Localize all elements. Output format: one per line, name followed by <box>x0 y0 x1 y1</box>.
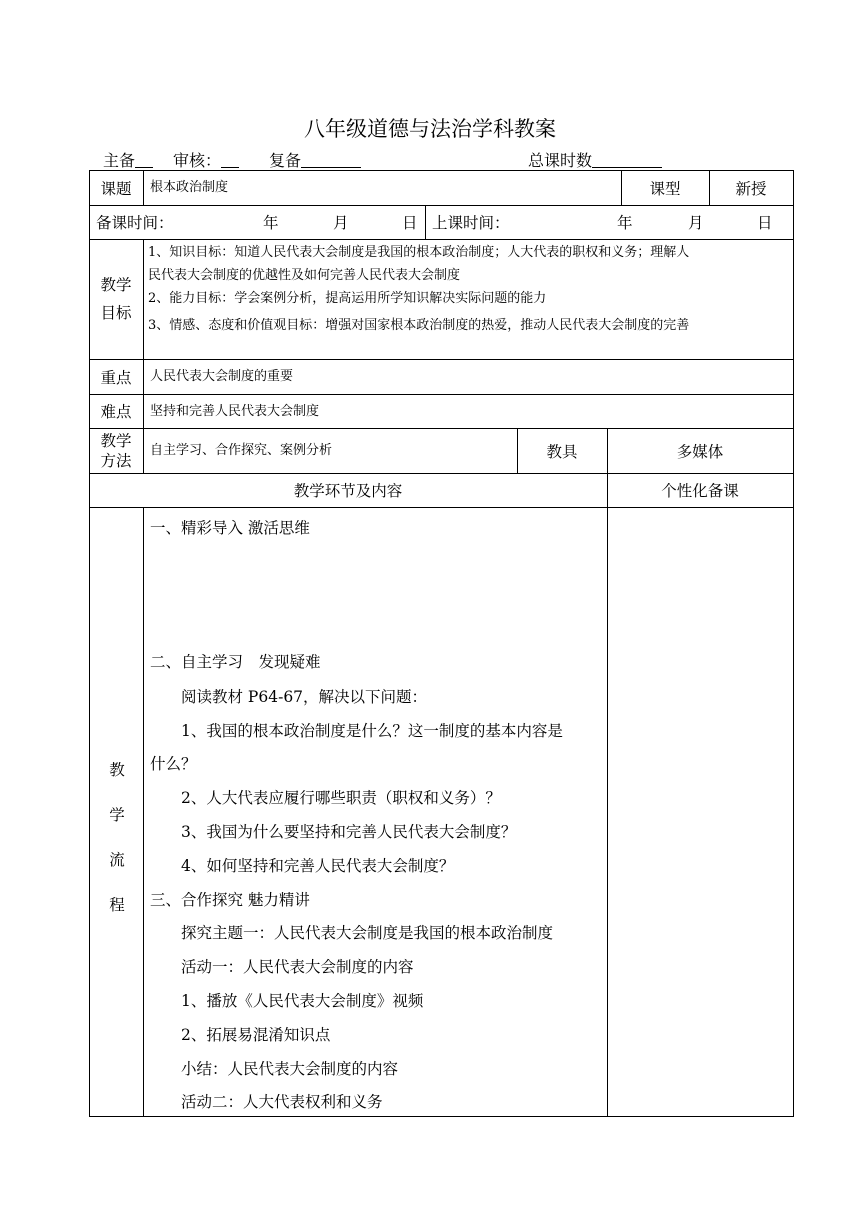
lesson-type-label: 课型 <box>649 179 681 198</box>
flow-line: 二、自主学习 发现疑难 <box>150 653 321 671</box>
flow-line: 什么？ <box>150 755 197 773</box>
grid-line <box>425 205 426 239</box>
grid-line <box>793 170 794 1116</box>
flow-side-char: 学 <box>109 806 125 824</box>
personal-header: 个性化备课 <box>661 482 739 500</box>
class-year[interactable]: 年 <box>617 214 633 232</box>
class-month[interactable]: 月 <box>688 214 704 232</box>
prep-year[interactable]: 年 <box>263 214 279 232</box>
flow-line: 活动二：人大代表权利和义务 <box>150 1093 383 1111</box>
reviewer-label: 审核： <box>173 151 222 170</box>
topic-label: 课题 <box>100 179 132 198</box>
grid-line <box>89 1116 794 1117</box>
difficulty-label: 难点 <box>100 403 132 421</box>
tools-label: 教具 <box>546 442 578 461</box>
grid-line <box>143 507 144 1116</box>
reviewer-blank[interactable] <box>221 153 239 168</box>
grid-line <box>143 170 144 205</box>
objectives-label-line: 目标 <box>100 304 132 322</box>
method-label <box>89 428 143 473</box>
personal-notes-area[interactable] <box>608 508 793 1116</box>
grid-line <box>143 239 144 473</box>
second-preparer[interactable] <box>269 148 361 171</box>
prep-month[interactable]: 月 <box>333 214 349 232</box>
flow-line: 1、我国的根本政治制度是什么？这一制度的基本内容是 <box>150 722 563 740</box>
flow-line: 活动一：人民代表大会制度的内容 <box>150 958 414 976</box>
lead-preparer[interactable] <box>103 148 153 171</box>
objective-line: 1、知识目标：知道人民代表大会制度是我国的根本政治制度；人大代表的职权和义务；理解人 <box>148 245 690 260</box>
difficulty-value[interactable]: 坚持和完善人民代表大会制度 <box>150 403 320 419</box>
document-title: 八年级道德与法治学科教案 <box>304 117 556 141</box>
method-label-line: 方法 <box>100 451 132 470</box>
objectives-content[interactable] <box>148 241 793 357</box>
class-time-label: 上课时间： <box>432 214 510 232</box>
total-hours-blank[interactable] <box>592 153 662 168</box>
objective-line: 3、情感、态度和价值观目标：增强对国家根本政治制度的热爱，推动人民代表大会制度的完善 <box>148 318 690 333</box>
objectives-label-line: 教学 <box>100 276 132 294</box>
flow-line: 探究主题一：人民代表大会制度是我国的根本政治制度 <box>150 924 554 942</box>
second-preparer-blank[interactable] <box>301 153 361 168</box>
method-label-line: 教学 <box>100 431 132 450</box>
method-value[interactable]: 自主学习、合作探究、案例分析 <box>150 443 333 458</box>
objectives-label <box>89 239 143 359</box>
class-day[interactable]: 日 <box>757 214 773 232</box>
lesson-type-value[interactable]: 新授 <box>735 179 767 198</box>
total-hours-label: 总课时数 <box>528 151 593 170</box>
flow-line: 2、人大代表应履行哪些职责（职权和义务）？ <box>150 789 501 807</box>
flow-line: 2、拓展易混淆知识点 <box>150 1026 331 1044</box>
flow-side-char: 教 <box>109 761 125 779</box>
flow-line: 阅读教材 P64-67，解决以下问题： <box>150 688 428 706</box>
grid-line <box>89 239 794 240</box>
flow-side-char: 程 <box>109 896 125 914</box>
total-hours[interactable] <box>528 148 662 171</box>
flow-line: 3、我国为什么要坚持和完善人民代表大会制度？ <box>150 823 517 841</box>
flow-line: 小结：人民代表大会制度的内容 <box>150 1060 399 1078</box>
flow-line: 一、精彩导入 激活思维 <box>150 519 310 537</box>
prep-time-label: 备课时间： <box>96 214 174 232</box>
objective-line: 2、能力目标：学会案例分析，提高运用所学知识解决实际问题的能力 <box>148 291 547 306</box>
lead-preparer-blank[interactable] <box>135 153 153 168</box>
flow-line: 1、播放《人民代表大会制度》视频 <box>150 992 424 1010</box>
reviewer[interactable] <box>173 148 239 171</box>
key-point-label: 重点 <box>100 368 132 387</box>
key-point-value[interactable]: 人民代表大会制度的重要 <box>150 369 294 384</box>
second-preparer-label: 复备 <box>269 151 302 170</box>
topic-value[interactable]: 根本政治制度 <box>150 180 229 195</box>
flow-line: 三、合作探究 魅力精讲 <box>150 891 310 909</box>
lead-preparer-label: 主备 <box>103 151 136 170</box>
tools-value[interactable]: 多媒体 <box>676 442 724 461</box>
prep-day[interactable]: 日 <box>402 214 418 232</box>
content-header: 教学环节及内容 <box>293 482 403 500</box>
flow-line: 4、如何坚持和完善人民代表大会制度？ <box>150 857 455 875</box>
objective-line: 民代表大会制度的优越性及如何完善人民代表大会制度 <box>148 268 461 283</box>
flow-side-char: 流 <box>109 851 125 869</box>
